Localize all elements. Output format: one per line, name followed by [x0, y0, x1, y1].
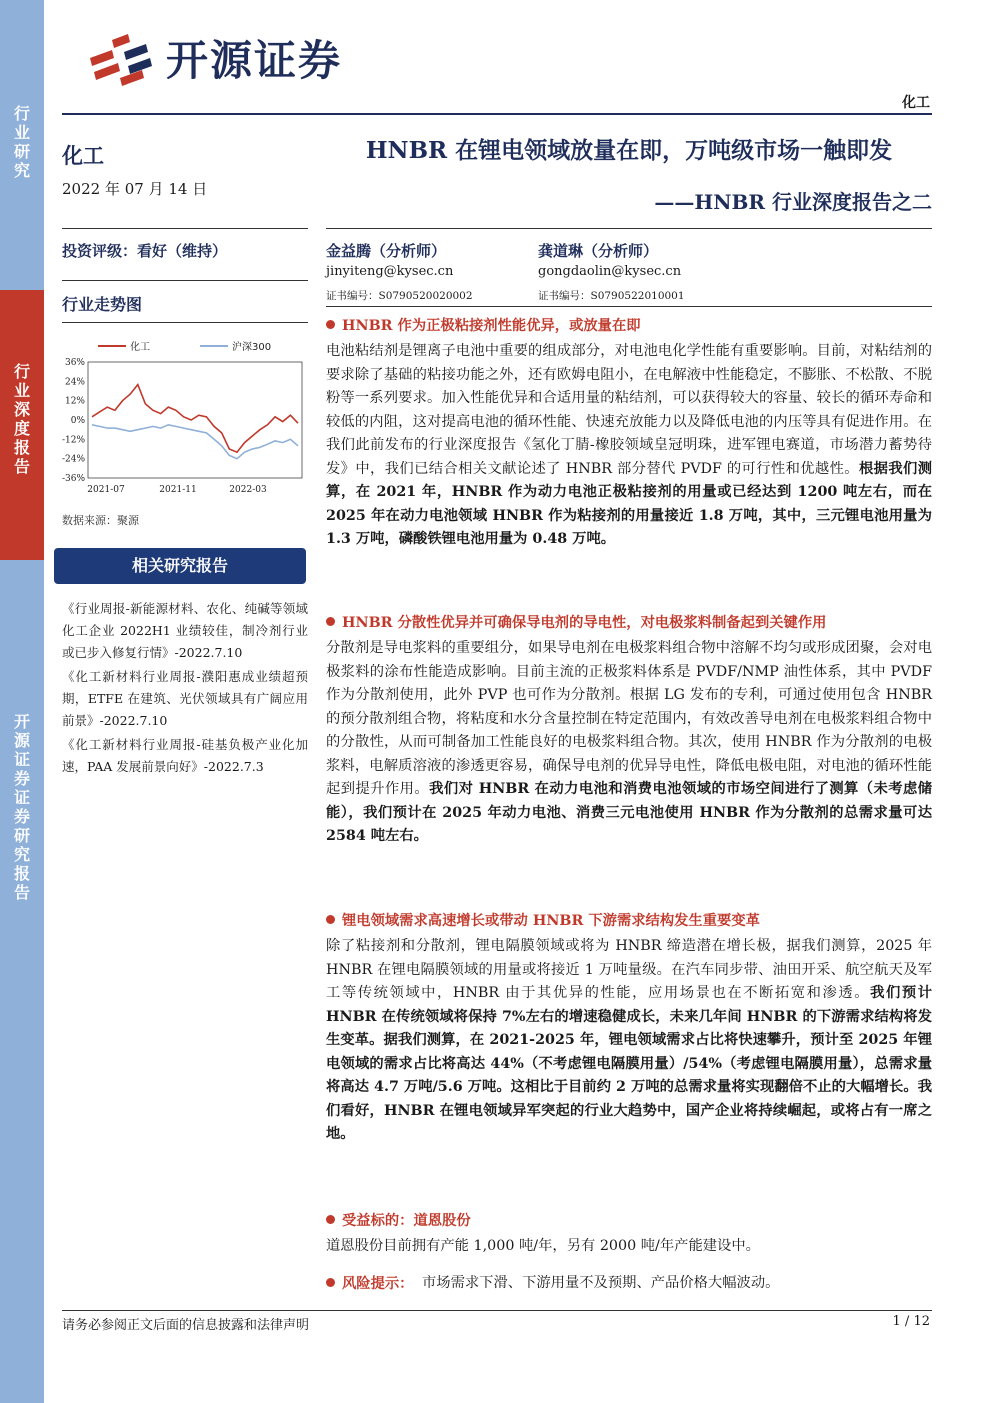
analyst-email[interactable]: jinyiteng@kysec.cn — [326, 264, 454, 279]
bullet-dot-icon — [326, 320, 335, 329]
side-label-brand: 开源证券 证券研究报告 — [13, 712, 30, 902]
report-title: HNBR 在锂电领域放量在即，万吨级市场一触即发 — [365, 137, 893, 164]
report-date: 2022 年 07 月 14 日 — [62, 180, 208, 198]
related-report-link[interactable]: 《化工新材料行业周报-硅基负极产业化加速，PAA 发展前景向好》-2022.7.3 — [62, 737, 308, 774]
bullet-dot-icon — [326, 1215, 335, 1224]
side-label-report-type: 行业深度报告 — [13, 362, 30, 476]
series-line — [92, 425, 298, 459]
related-report-link[interactable]: 《行业周报-新能源材料、农化、纯碱等领域化工企业 2022H1 业绩较佳，制冷剂行业或已步入修复行情》-2022.7.10 — [62, 601, 308, 660]
x-tick-label: 2021-11 — [159, 485, 197, 495]
y-tick-label: 36% — [64, 358, 85, 368]
section-heading: HNBR 分散性优异并可确保导电剂的导电性，对电极浆料制备起到关键作用 — [326, 612, 932, 634]
highlight-text: 我们对 HNBR 在动力电池和消费电池领域的市场空间进行了测算（未考虑储能），我们预计在 2025 年动力电池、消费三元电池使用 HNBR 作为分散剂的总需求量可达 2584 吨左右。 — [326, 781, 932, 844]
report-subtitle: ——HNBR 行业深度报告之二 — [654, 190, 932, 214]
header-category: 化工 — [902, 95, 930, 111]
related-reports-header: 相关研究报告 — [54, 548, 306, 584]
y-tick-label: -12% — [62, 435, 85, 446]
logo-mark-icon — [84, 28, 154, 88]
industry-label: 化工 — [62, 144, 104, 168]
highlight-text: 根据我们测算，在 2021 年，HNBR 作为动力电池正极粘接剂的用量或已经达到 1200 吨左右，而在 2025 年在动力电池领域 HNBR 作为粘接剂的用量接近 1.8 万吨，其中，三元锂电池用量为 1.3 万吨，磷酸铁锂电池用量为 0.48 万吨。 — [326, 460, 932, 547]
y-tick-label: -36% — [62, 474, 85, 484]
x-tick-label: 2022-03 — [229, 485, 267, 495]
body-paragraph: 道恩股份目前拥有产能 1,000 吨/年，另有 2000 吨/年产能建设中。 — [326, 1238, 760, 1254]
y-tick-label: 0% — [70, 416, 85, 426]
right-divider-2 — [326, 306, 932, 307]
section-heading: 受益标的：道恩股份 — [326, 1210, 932, 1232]
section-heading: 风险提示： — [326, 1273, 413, 1295]
analyst-name: 金益腾（分析师） — [326, 242, 447, 260]
body-paragraph: 除了粘接剂和分散剂，锂电隔膜领域或将为 HNBR 缔造潜在增长极，据我们测算，2025 年 HNBR 在锂电隔膜领域的用量或将接近 1 万吨量级。在汽车同步带、油田开采、航空航天及军工等传统领域中，HNBR 由于其优异的性能，应用场景也在不断拓宽和渗透。我们预计 HNBR 在传统领域将保持 7%左右的增速稳健成长，未来几年间 HNBR 的下游需求结构将发生变革。据我们测算，在 2021-2025 年，锂电领域需求占比将快速攀升，预计至 2025 年锂电领域的需求占比将高达 44%（不考虑锂电隔膜用量）/54%（考虑锂电隔膜用量），总需求量将高达 4.7 万吨/5.6 万吨。这相比于目前约 2 万吨的总需求量将实现翻倍不止的大幅增长。我们看好，HNBR 在锂电领域异军突起的行业大趋势中，国产企业将持续崛起，或将占有一席之地。 — [326, 938, 932, 1142]
series-line — [92, 385, 298, 453]
y-tick-label: 12% — [64, 396, 85, 407]
chart-frame — [88, 362, 302, 478]
header-divider — [62, 113, 932, 115]
right-divider-1 — [326, 228, 932, 229]
highlight-text: 我们预计 HNBR 在传统领域将保持 7%左右的增速稳健成长，未来几年间 HNBR 的下游需求结构将发生变革。据我们测算，在 2021-2025 年，锂电领域需求占比将快速攀升，预计至 2025 年锂电领域的需求占比将高达 44%（不考虑锂电隔膜用量）/54%（考虑锂电隔膜用量），总需求量将高达 4.7 万吨/5.6 万吨。这相比于目前约 2 万吨的总需求量将实现翻倍不止的大幅增长。我们看好，HNBR 在锂电领域异军突起的行业大趋势中，国产企业将持续崛起，或将占有一席之地。 — [326, 985, 932, 1142]
section-heading: HNBR 作为正极粘接剂性能优异，或放量在即 — [326, 315, 932, 337]
analyst-name: 龚道琳（分析师） — [538, 242, 659, 260]
bullet-dot-icon — [326, 1278, 335, 1287]
legend-label: 沪深300 — [232, 342, 272, 353]
investment-rating: 投资评级：看好（维持） — [62, 242, 228, 260]
x-tick-label: 2021-07 — [87, 485, 125, 495]
footer-divider — [62, 1310, 932, 1311]
analyst-email[interactable]: gongdaolin@kysec.cn — [538, 264, 682, 279]
risk-text: 市场需求下滑、下游用量不及预期、产品价格大幅波动。 — [422, 1275, 780, 1291]
related-report-link[interactable]: 《化工新材料行业周报-濮阳惠成业绩超预期，ETFE 在建筑、光伏领域具有广阔应用前景》-2022.7.10 — [62, 669, 308, 728]
page-number: 1 / 12 — [892, 1314, 930, 1329]
analyst-cert: 证书编号：S0790520020002 — [326, 290, 473, 302]
body-paragraph: 电池粘结剂是锂离子电池中重要的组成部分，对电池电化学性能有重要影响。目前，对粘结剂的要求除了基础的粘接功能之外，还有欧姆电阻小，在电解液中性能稳定，不膨胀、不松散、不脱粉等一系列要求。加入性能优异和合适用量的粘结剂，可以获得较大的容量、较长的循环寿命和较低的内阻，这对提高电池的循环性能、快速充放能力以及降低电池的内压等具有促进作用。在我们此前发布的行业深度报告《氢化丁腈-橡胶领域皇冠明珠，进军锂电赛道，市场潜力蓄势待发》中，我们已结合相关文献论述了 HNBR 部分替代 PVDF 的可行性和优越性。根据我们测算，在 2021 年，HNBR 作为动力电池正极粘接剂的用量或已经达到 1200 吨左右，而在 2025 年在动力电池领域 HNBR 作为粘接剂的用量接近 1.8 万吨，其中，三元锂电池用量为 1.3 万吨，磷酸铁锂电池用量为 0.48 万吨。 — [326, 343, 932, 547]
side-band — [0, 0, 44, 1403]
legend-label: 化工 — [130, 342, 150, 353]
brand-name: 开源证券 — [166, 36, 343, 85]
analyst-cert: 证书编号：S0790522010001 — [538, 290, 685, 302]
left-divider-2 — [62, 280, 308, 281]
brand-logo — [84, 28, 342, 88]
bullet-dot-icon — [326, 915, 335, 924]
side-label-research: 行业研究 — [13, 104, 30, 180]
chart-source: 数据来源：聚源 — [62, 514, 139, 527]
left-divider-3 — [62, 322, 308, 323]
industry-trend-chart — [62, 330, 308, 500]
related-reports-list — [62, 598, 308, 780]
y-tick-label: -24% — [62, 454, 85, 465]
y-tick-label: 24% — [64, 377, 85, 388]
footer-disclaimer: 请务必参阅正文后面的信息披露和法律声明 — [62, 1318, 310, 1333]
body-paragraph: 分散剂是导电浆料的重要组分，如果导电剂在电极浆料组合物中溶解不均匀或形成团聚，会对电极浆料的涂布性能造成影响。目前主流的正极浆料体系是 PVDF/NMP 油性体系，其中 PVDF 作为分散剂使用，此外 PVP 也可作为分散剂。根据 LG 发布的专利，可通过使用包含 HNBR 的预分散剂组合物，将粘度和水分含量控制在特定范围内，有效改善导电剂在电极浆料组合物中的分散性，从而可制备加工性能良好的电极浆料组合物。其次，使用 HNBR 作为分散剂的电极浆料，电解质溶液的渗透更容易，确保导电剂的优异导电性，降低电极电阻，对电池的循环性能起到提升作用。我们对 HNBR 在动力电池和消费电池领域的市场空间进行了测算（未考虑储能），我们预计在 2025 年动力电池、消费三元电池使用 HNBR 作为分散剂的总需求量可达 2584 吨左右。 — [326, 640, 932, 844]
bullet-dot-icon — [326, 617, 335, 626]
left-divider-1 — [62, 228, 308, 229]
trend-chart-title: 行业走势图 — [62, 295, 143, 314]
section-heading: 锂电领域需求高速增长或带动 HNBR 下游需求结构发生重要变革 — [326, 910, 932, 932]
